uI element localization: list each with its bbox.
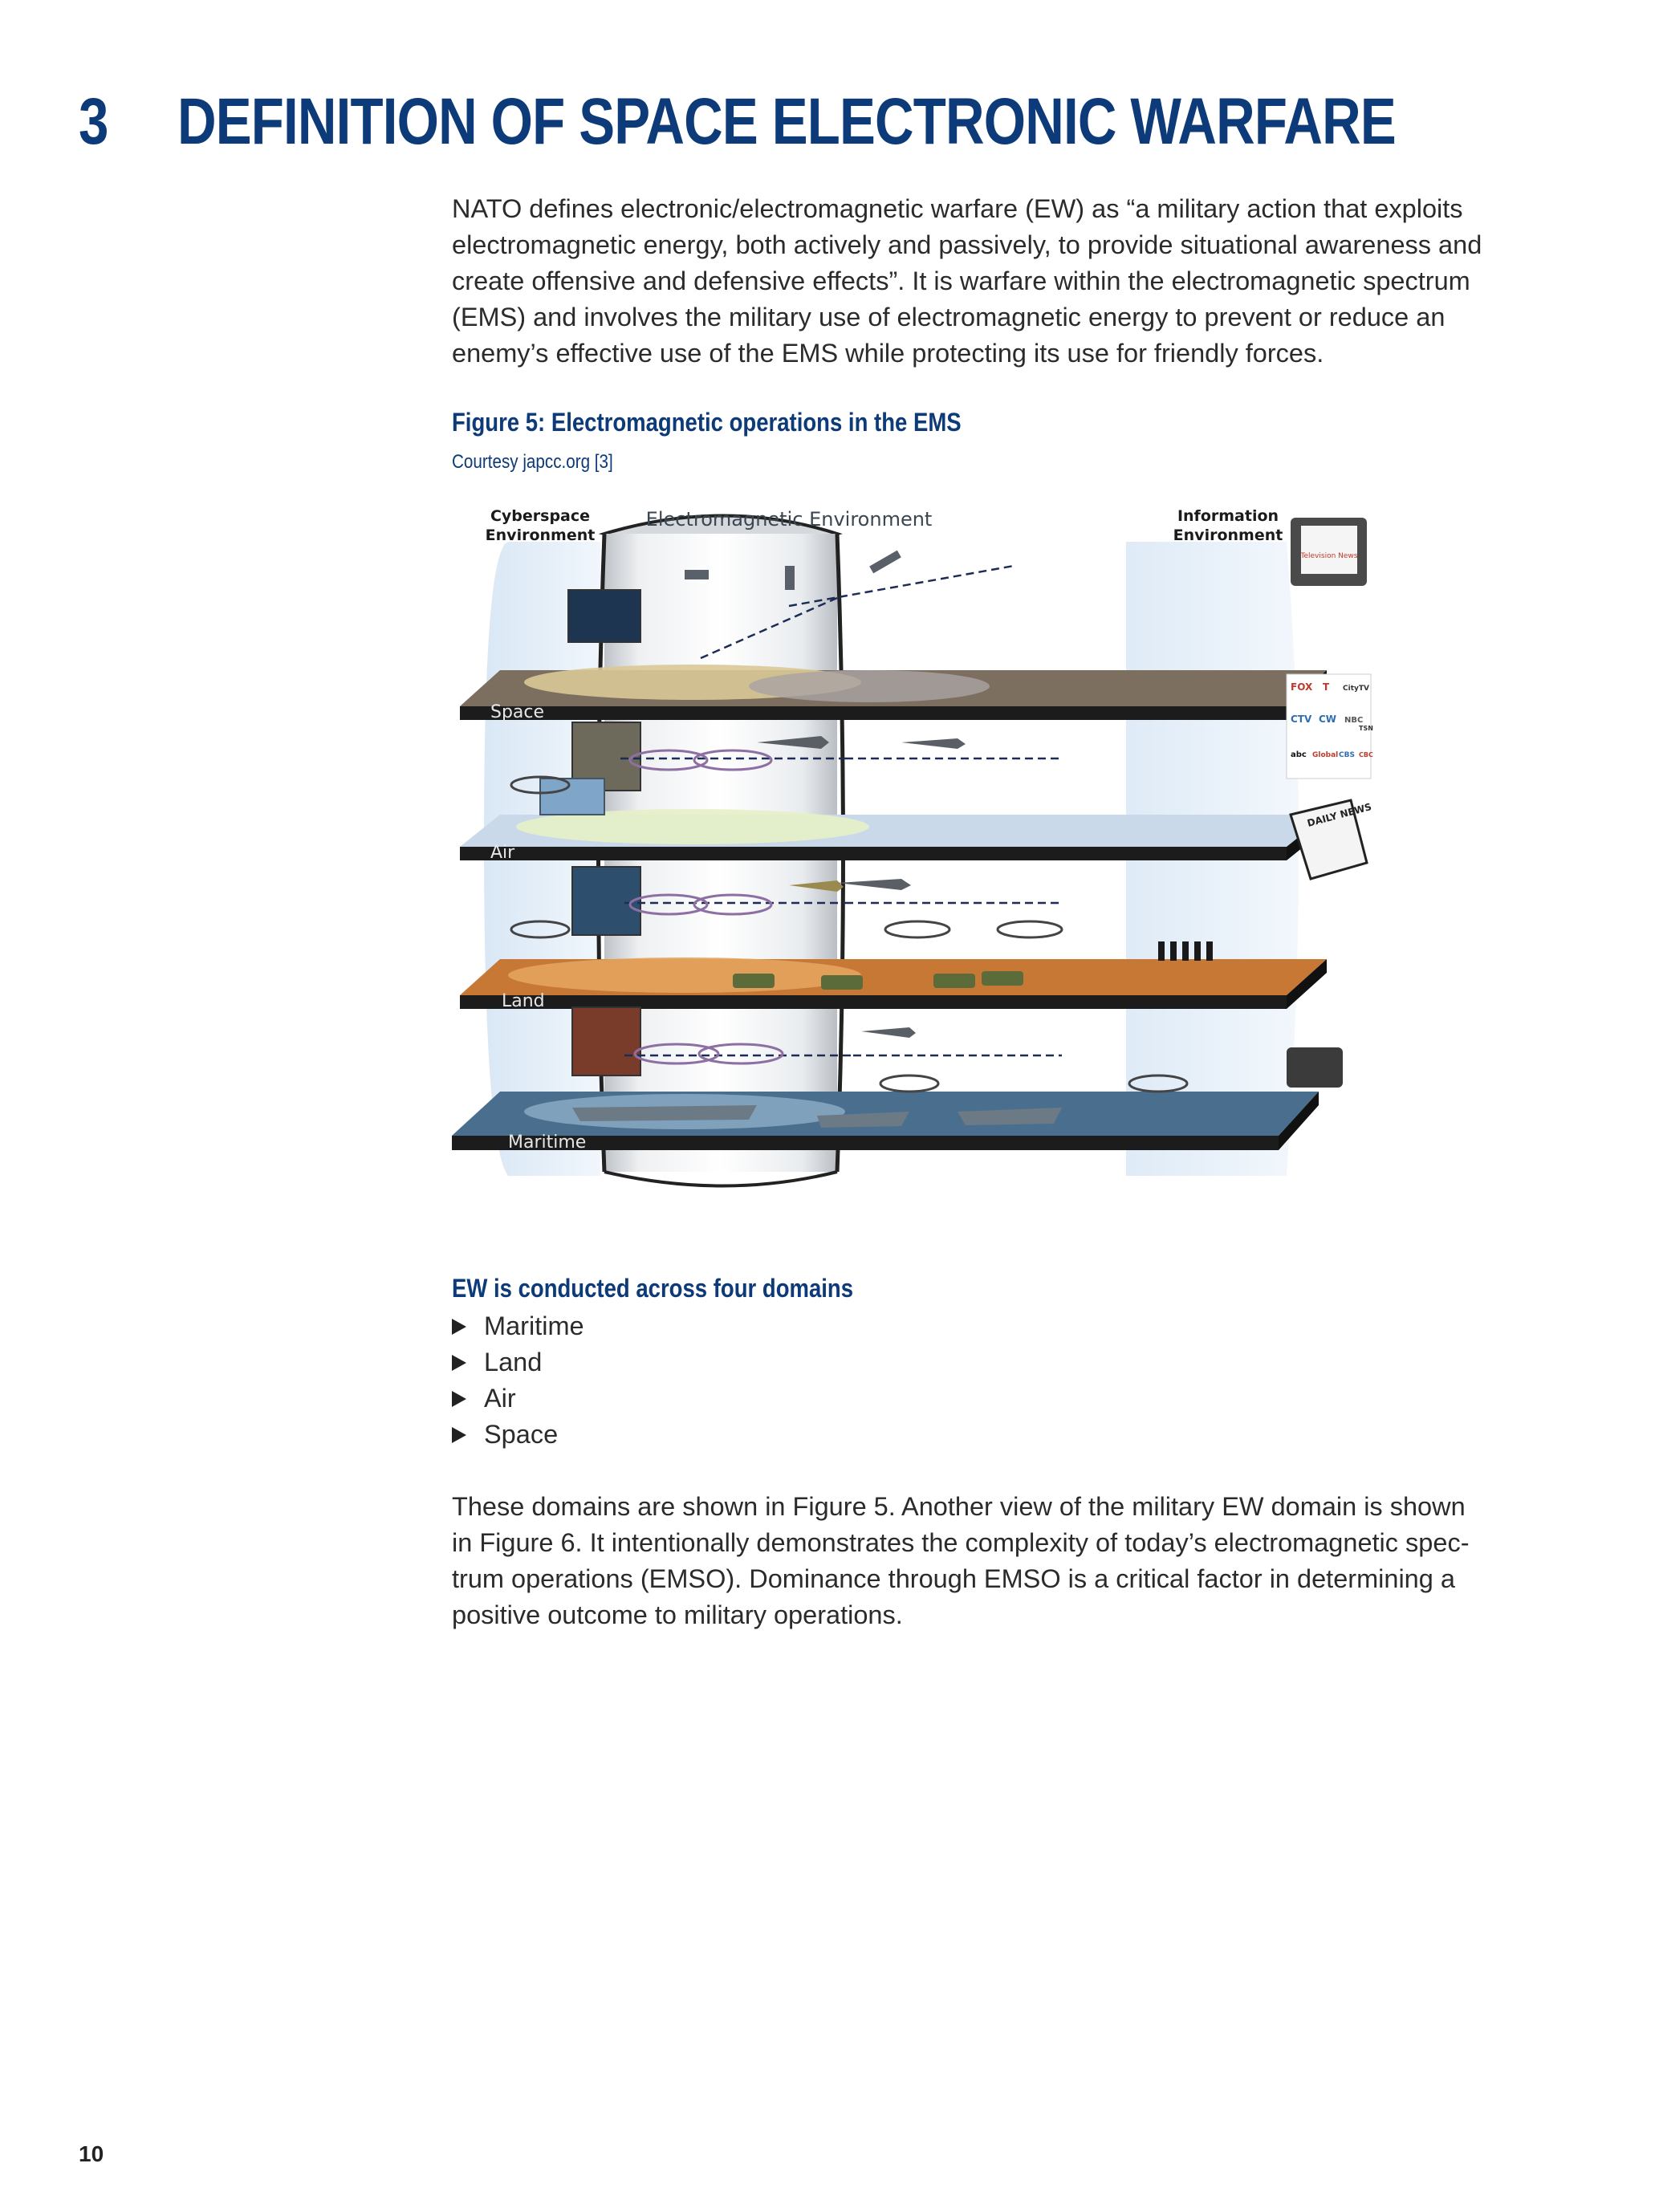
broadcaster-logo: CBS <box>1339 751 1355 759</box>
list-item: Land <box>452 1344 584 1380</box>
bullet-triangle-icon <box>452 1391 466 1407</box>
text-line: These domains are shown in Figure 5. Another view of the military EW domain is shown <box>452 1492 1466 1521</box>
broadcaster-logo: NBC <box>1344 716 1364 725</box>
broadcaster-logo: CityTV <box>1343 685 1369 693</box>
information-label-2: Environment <box>1173 527 1283 544</box>
page-number: 10 <box>79 2141 104 2166</box>
section-number: 3 <box>79 85 108 158</box>
bullet-triangle-icon <box>452 1427 466 1443</box>
text-line: NATO defines electronic/electromagnetic warfare (EW) as “a military action that exploits <box>452 194 1463 223</box>
cyberspace-label-1: Cyberspace <box>490 507 591 525</box>
bullet-triangle-icon <box>452 1319 466 1335</box>
closing-paragraph <box>452 1489 1537 1633</box>
figure-ems-diagram <box>452 502 1411 1192</box>
figure-credit: Courtesy japcc.org [3] <box>452 451 613 473</box>
broadcaster-logo: CTV <box>1291 714 1312 725</box>
text-line: create offensive and defensive effects”. It is warfare within the electromagnetic spectrum <box>452 266 1470 295</box>
layer-label-space: Space <box>490 702 545 722</box>
broadcaster-logo: Global <box>1312 751 1339 759</box>
layer-land <box>460 958 1327 1009</box>
list-item: Space <box>452 1417 584 1453</box>
section-title: DEFINITION OF SPACE ELECTRONIC WARFARE <box>177 85 1396 158</box>
text-line: positive outcome to military operations. <box>452 1600 903 1629</box>
text-line: in Figure 6. It intentionally demonstrates the complexity of today’s electromagnetic spec- <box>452 1528 1470 1557</box>
broadcaster-logo: abc <box>1291 750 1307 759</box>
layer-label-land: Land <box>502 991 545 1011</box>
section-heading <box>79 84 1396 165</box>
list-item: Maritime <box>452 1308 584 1344</box>
broadcaster-logo: CW <box>1319 714 1337 725</box>
layer-space <box>460 665 1327 720</box>
broadcaster-logo: T <box>1323 681 1330 693</box>
list-item: Air <box>452 1380 584 1417</box>
figure-title: Figure 5: Electromagnetic operations in the EMS <box>452 408 962 437</box>
radio-icon <box>1287 1047 1343 1088</box>
domains-heading: EW is conducted across four domains <box>452 1274 854 1303</box>
electromagnetic-label: Electromagnetic Environment <box>645 508 933 531</box>
command-screen <box>572 1007 640 1076</box>
bullet-triangle-icon <box>452 1355 466 1371</box>
text-line: (EMS) and involves the military use of electromagnetic energy to prevent or reduce an <box>452 303 1446 331</box>
text-line: electromagnetic energy, both actively and passively, to provide situational awareness and <box>452 230 1482 259</box>
layer-label-air: Air <box>490 843 515 863</box>
domains-list <box>452 1308 584 1453</box>
information-label-1: Information <box>1177 507 1279 525</box>
newspaper-icon <box>1291 800 1372 879</box>
layer-label-maritime: Maritime <box>508 1132 587 1153</box>
broadcaster-logo: TSN <box>1359 725 1373 732</box>
layer-air <box>460 809 1327 860</box>
command-screen <box>572 867 640 935</box>
svg-text:DAILY NEWS: DAILY NEWS <box>1306 801 1373 829</box>
broadcaster-logo: CBC <box>1359 751 1373 758</box>
tv-news-text: Television News <box>1300 552 1358 560</box>
command-screen <box>568 590 640 642</box>
text-line: enemy’s effective use of the EMS while protecting its use for friendly forces. <box>452 339 1324 368</box>
intro-paragraph <box>452 191 1537 372</box>
cyberspace-label-2: Environment <box>485 527 596 544</box>
text-line: trum operations (EMSO). Dominance through EMSO is a critical factor in determining a <box>452 1564 1455 1593</box>
broadcaster-logo: FOX <box>1291 681 1313 693</box>
building-icon <box>540 779 604 815</box>
